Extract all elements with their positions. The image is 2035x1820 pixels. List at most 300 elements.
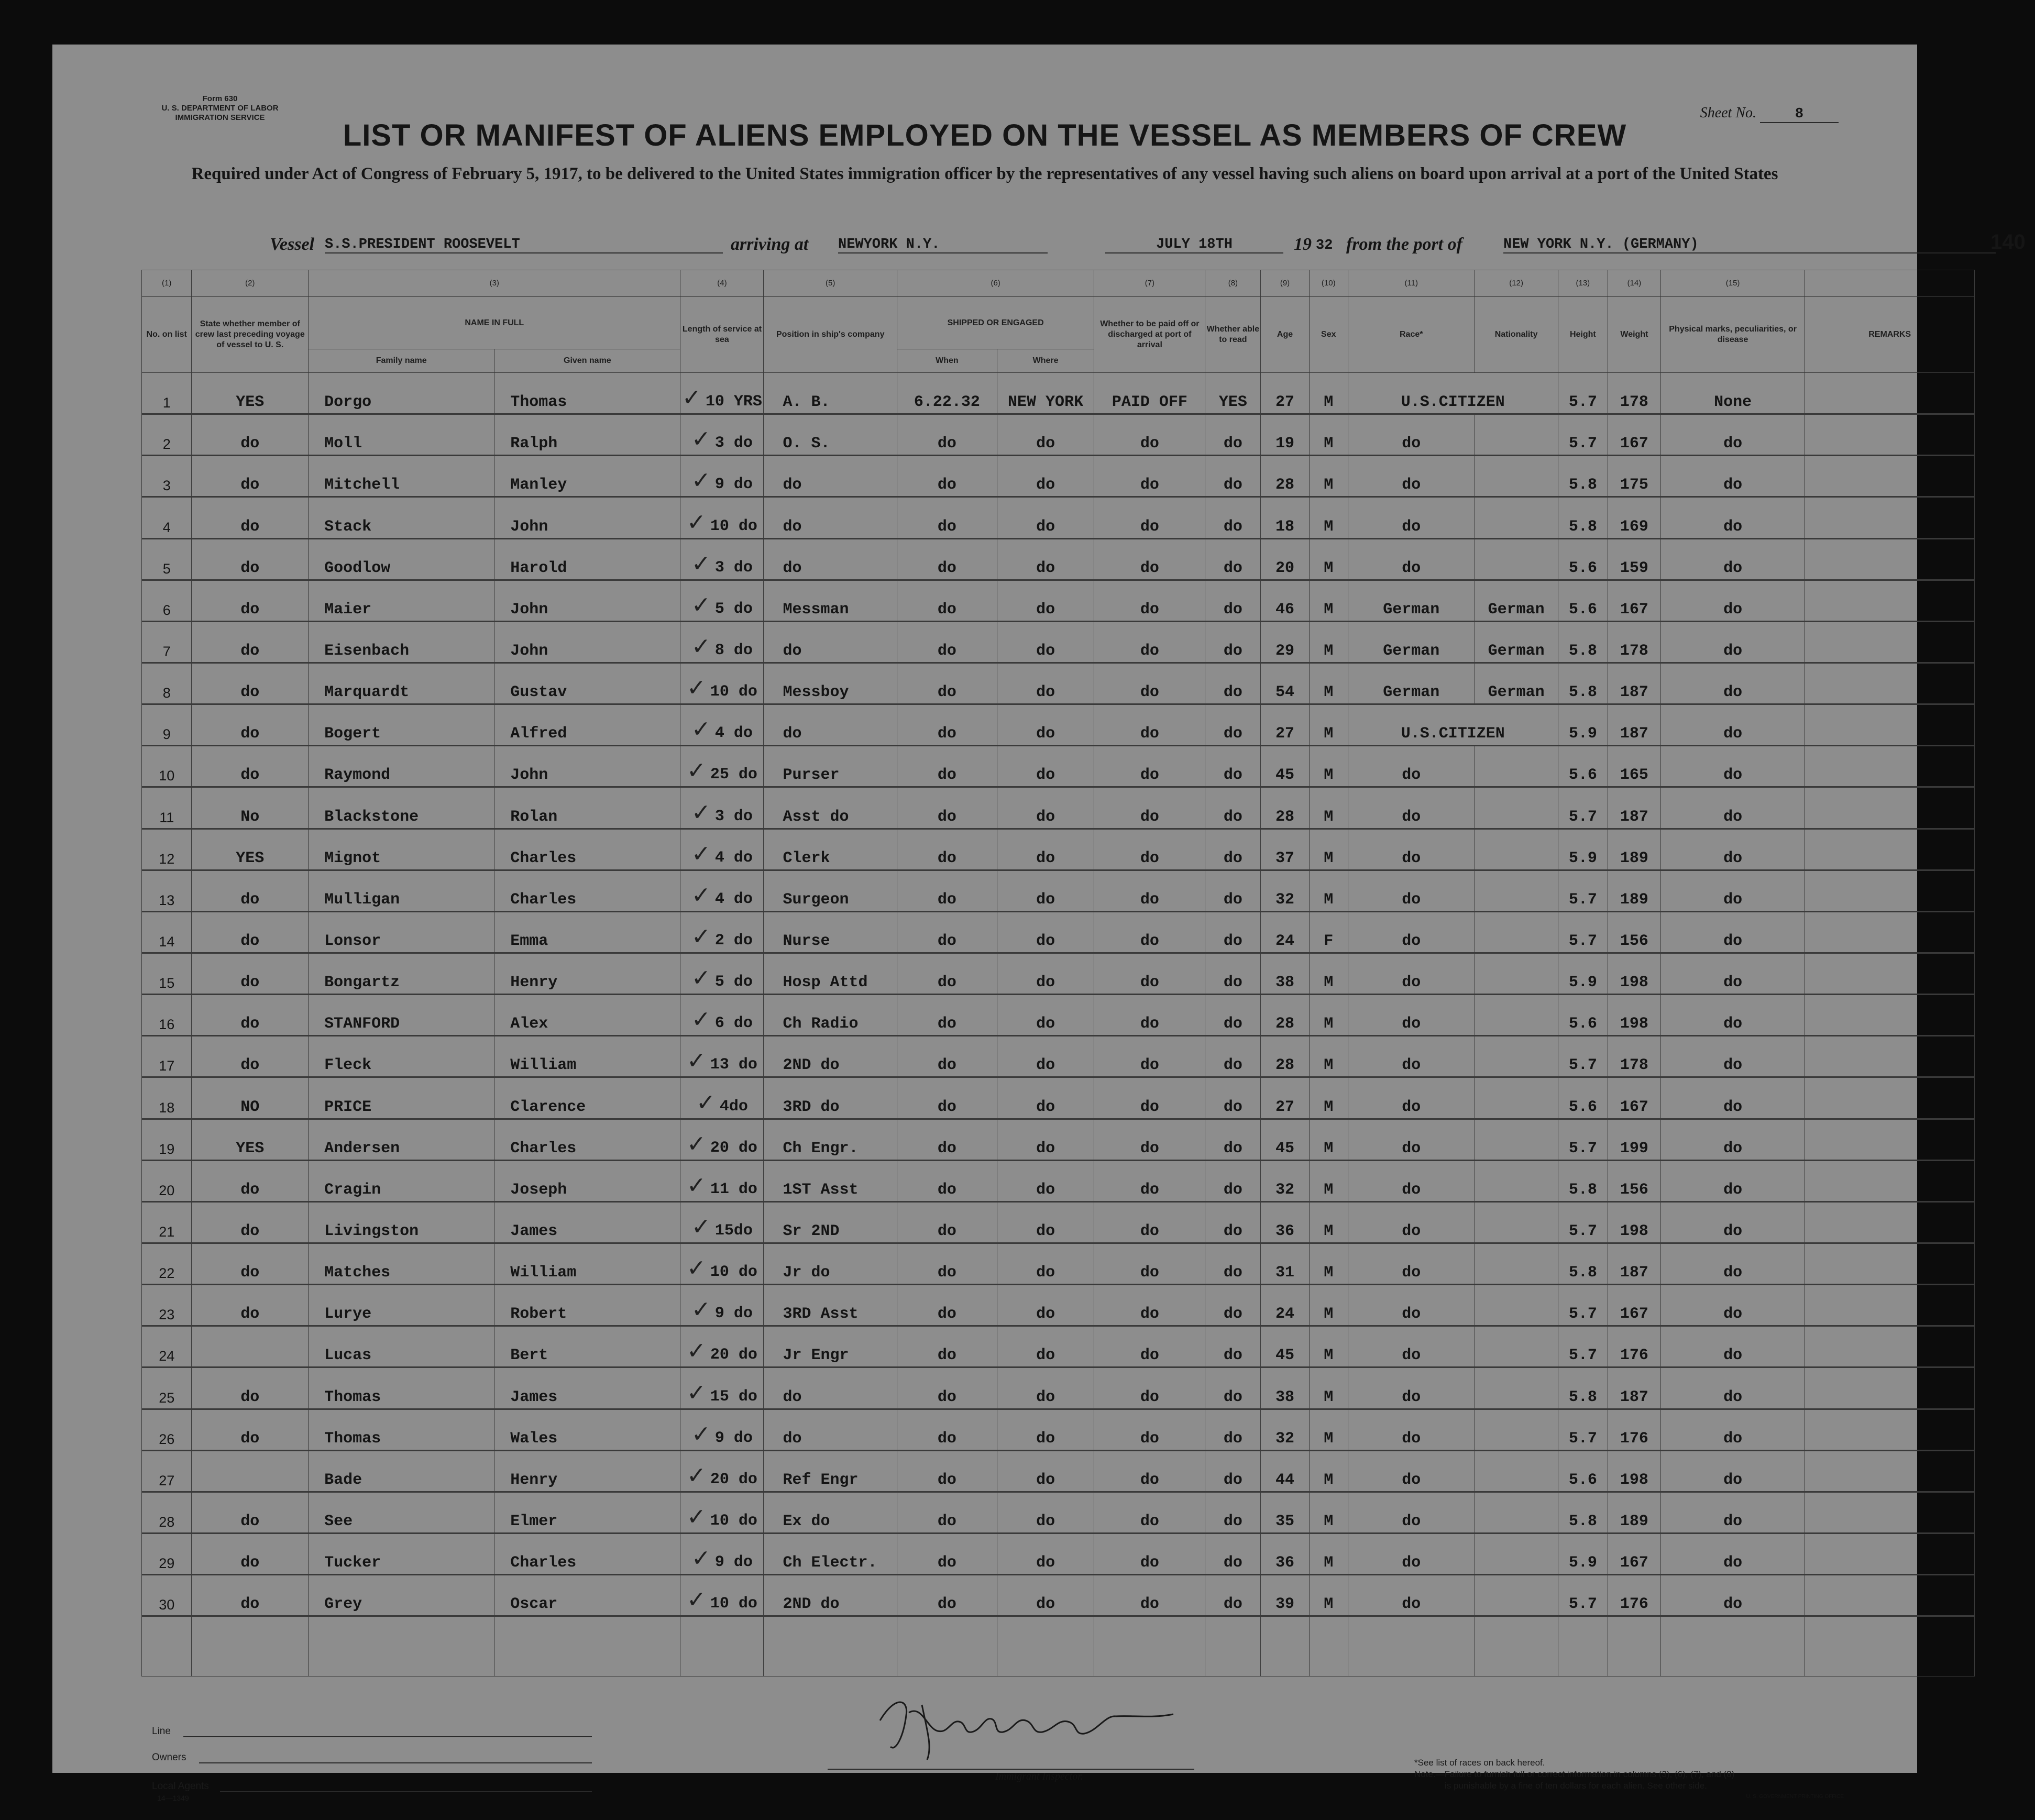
cell-race: do — [1348, 538, 1475, 580]
cell-race: do — [1348, 953, 1475, 994]
length-value: 4do — [719, 1097, 748, 1116]
cell-remarks — [1805, 1036, 1975, 1077]
cell-sex: M — [1309, 870, 1348, 911]
column-number: (6) — [897, 270, 1094, 297]
cell-race: U.S.CITIZEN — [1348, 704, 1558, 746]
cell-given-name: William — [494, 1036, 680, 1077]
cell-height: 5.7 — [1558, 787, 1608, 829]
cell-crew-last-voyage: do — [192, 538, 309, 580]
manifest-sheet — [52, 45, 2026, 1802]
footnote-note: Note.—Failure to furnish full or correct information in columns (3), (6), (7), and (8) — [1414, 1769, 1735, 1779]
cell-paid-off: do — [1094, 1201, 1205, 1243]
cell-age: 36 — [1261, 1533, 1309, 1574]
cell-height: 5.6 — [1558, 995, 1608, 1036]
cell-remarks — [1805, 373, 1975, 414]
table-row — [142, 1036, 1975, 1077]
cell-shipped-when: do — [897, 911, 997, 953]
cell-row-number: 29 — [142, 1533, 192, 1574]
cell-remarks — [1805, 995, 1975, 1036]
cell-remarks — [1805, 1160, 1975, 1201]
blank-cell — [1309, 1616, 1348, 1676]
cell-crew-last-voyage: do — [192, 663, 309, 704]
cell-crew-last-voyage — [192, 1450, 309, 1492]
cell-position: Messman — [764, 580, 897, 621]
cell-physical-marks: do — [1660, 580, 1805, 621]
cell-crew-last-voyage: NO — [192, 1077, 309, 1119]
cell-shipped-when: do — [897, 704, 997, 746]
cell-paid-off: do — [1094, 1409, 1205, 1450]
check-mark-icon: ✓ — [687, 1380, 706, 1406]
cell-row-number: 21 — [142, 1201, 192, 1243]
cell-shipped-when: do — [897, 663, 997, 704]
cell-shipped-when: do — [897, 1243, 997, 1284]
blank-cell — [494, 1616, 680, 1676]
cell-race: do — [1348, 1409, 1475, 1450]
owners-label: Owners — [152, 1752, 186, 1763]
cell-shipped-where: do — [997, 1450, 1094, 1492]
inspector-rule — [828, 1769, 1194, 1770]
cell-crew-last-voyage: YES — [192, 1119, 309, 1160]
cell-crew-last-voyage: do — [192, 1201, 309, 1243]
cell-nationality — [1475, 1326, 1558, 1367]
cell-remarks — [1805, 1367, 1975, 1409]
length-value: 4 do — [714, 724, 753, 743]
cell-shipped-when: do — [897, 1492, 997, 1533]
cell-crew-last-voyage: No — [192, 787, 309, 829]
cell-shipped-where: do — [997, 911, 1094, 953]
cell-shipped-where: do — [997, 995, 1094, 1036]
cell-weight: 159 — [1608, 538, 1661, 580]
cell-able-to-read: do — [1205, 1575, 1261, 1616]
cell-nationality — [1475, 1492, 1558, 1533]
cell-remarks — [1805, 1492, 1975, 1533]
cell-physical-marks: do — [1660, 870, 1805, 911]
length-value: 10 do — [710, 1263, 757, 1282]
header-family-name: Family name — [309, 349, 494, 373]
column-number: (1) — [142, 270, 192, 297]
cell-position: Ch Radio — [764, 995, 897, 1036]
cell-shipped-where: do — [997, 704, 1094, 746]
cell-height: 5.7 — [1558, 1036, 1608, 1077]
cell-row-number: 1 — [142, 373, 192, 414]
table-row — [142, 787, 1975, 829]
table-row — [142, 1450, 1975, 1492]
cell-remarks — [1805, 870, 1975, 911]
cell-age: 37 — [1261, 829, 1309, 870]
cell-nationality: German — [1475, 621, 1558, 663]
cell-length-of-service — [680, 414, 764, 456]
cell-paid-off: do — [1094, 497, 1205, 538]
cell-race: do — [1348, 1533, 1475, 1574]
cell-row-number: 28 — [142, 1492, 192, 1533]
cell-able-to-read: do — [1205, 787, 1261, 829]
cell-shipped-when: do — [897, 1575, 997, 1616]
arriving-label: arriving at — [731, 235, 809, 254]
cell-age: 29 — [1261, 621, 1309, 663]
table-row — [142, 663, 1975, 704]
cell-age: 38 — [1261, 1367, 1309, 1409]
cell-physical-marks: None — [1660, 373, 1805, 414]
cell-shipped-when: do — [897, 1326, 997, 1367]
cell-given-name: Clarence — [494, 1077, 680, 1119]
check-mark-icon: ✓ — [691, 882, 711, 908]
cell-length-of-service — [680, 911, 764, 953]
blank-cell — [1558, 1616, 1608, 1676]
length-value: 9 do — [714, 1553, 753, 1572]
cell-able-to-read: do — [1205, 1326, 1261, 1367]
cell-position: do — [764, 621, 897, 663]
cell-sex: M — [1309, 663, 1348, 704]
cell-length-of-service — [680, 704, 764, 746]
cell-crew-last-voyage: do — [192, 953, 309, 994]
cell-able-to-read: do — [1205, 1119, 1261, 1160]
cell-nationality — [1475, 1077, 1558, 1119]
cell-position: 1ST Asst — [764, 1160, 897, 1201]
cell-height: 5.7 — [1558, 870, 1608, 911]
cell-age: 45 — [1261, 1119, 1309, 1160]
cell-crew-last-voyage: do — [192, 580, 309, 621]
cell-position: A. B. — [764, 373, 897, 414]
cell-able-to-read: do — [1205, 1450, 1261, 1492]
check-mark-icon: ✓ — [687, 758, 706, 784]
table-row — [142, 1160, 1975, 1201]
cell-race: do — [1348, 1119, 1475, 1160]
cell-family-name: Bogert — [309, 704, 494, 746]
cell-length-of-service — [680, 870, 764, 911]
footnote-fine: is punishable by a fine of ten dollars for each alien. See other side. — [1445, 1781, 1707, 1791]
cell-nationality — [1475, 746, 1558, 787]
cell-nationality — [1475, 1285, 1558, 1326]
length-value: 10 do — [710, 683, 757, 701]
cell-shipped-when: do — [897, 1409, 997, 1450]
cell-weight: 178 — [1608, 373, 1661, 414]
cell-paid-off: do — [1094, 1285, 1205, 1326]
cell-paid-off: do — [1094, 995, 1205, 1036]
cell-weight: 175 — [1608, 456, 1661, 497]
cell-given-name: Elmer — [494, 1492, 680, 1533]
cell-height: 5.8 — [1558, 1492, 1608, 1533]
cell-remarks — [1805, 704, 1975, 746]
table-row — [142, 538, 1975, 580]
length-value: 10 do — [710, 1512, 757, 1530]
cell-remarks — [1805, 1285, 1975, 1326]
cell-row-number: 8 — [142, 663, 192, 704]
cell-position: Nurse — [764, 911, 897, 953]
check-mark-icon: ✓ — [691, 1546, 711, 1572]
cell-shipped-when: do — [897, 1450, 997, 1492]
cell-given-name: Charles — [494, 829, 680, 870]
cell-able-to-read: do — [1205, 870, 1261, 911]
cell-nationality — [1475, 995, 1558, 1036]
owners-rule — [199, 1762, 592, 1763]
header-name-in-full: NAME IN FULL — [309, 297, 680, 349]
cell-given-name: Alfred — [494, 704, 680, 746]
length-value: 3 do — [714, 807, 753, 825]
cell-height: 5.9 — [1558, 953, 1608, 994]
cell-nationality — [1475, 911, 1558, 953]
cell-length-of-service — [680, 746, 764, 787]
cell-given-name: Harold — [494, 538, 680, 580]
cell-crew-last-voyage: do — [192, 456, 309, 497]
cell-sex: M — [1309, 497, 1348, 538]
blank-cell — [1094, 1616, 1205, 1676]
cell-paid-off: do — [1094, 1036, 1205, 1077]
cell-given-name: John — [494, 580, 680, 621]
cell-weight: 198 — [1608, 995, 1661, 1036]
column-number: (5) — [764, 270, 897, 297]
check-mark-icon: ✓ — [687, 1172, 706, 1198]
cell-physical-marks: do — [1660, 1409, 1805, 1450]
cell-nationality — [1475, 1036, 1558, 1077]
cell-given-name: Robert — [494, 1285, 680, 1326]
cell-family-name: Lurye — [309, 1285, 494, 1326]
blank-cell — [192, 1616, 309, 1676]
cell-height: 5.8 — [1558, 456, 1608, 497]
cell-weight: 189 — [1608, 829, 1661, 870]
cell-row-number: 11 — [142, 787, 192, 829]
cell-race: do — [1348, 746, 1475, 787]
cell-age: 46 — [1261, 580, 1309, 621]
cell-paid-off: do — [1094, 746, 1205, 787]
cell-shipped-where: do — [997, 953, 1094, 994]
cell-race: do — [1348, 1367, 1475, 1409]
cell-family-name: Livingston — [309, 1201, 494, 1243]
cell-race: do — [1348, 1077, 1475, 1119]
cell-height: 5.8 — [1558, 1367, 1608, 1409]
cell-physical-marks: do — [1660, 787, 1805, 829]
cell-race: do — [1348, 787, 1475, 829]
cell-height: 5.7 — [1558, 1201, 1608, 1243]
cell-age: 45 — [1261, 1326, 1309, 1367]
cell-shipped-where: do — [997, 1533, 1094, 1574]
cell-family-name: See — [309, 1492, 494, 1533]
cell-family-name: Bongartz — [309, 953, 494, 994]
cell-remarks — [1805, 580, 1975, 621]
cell-shipped-where: do — [997, 663, 1094, 704]
cell-height: 5.6 — [1558, 746, 1608, 787]
header-race: Race* — [1348, 297, 1475, 373]
cell-row-number: 3 — [142, 456, 192, 497]
cell-family-name: Marquardt — [309, 663, 494, 704]
cell-shipped-when: do — [897, 1201, 997, 1243]
cell-shipped-when: do — [897, 497, 997, 538]
cell-length-of-service — [680, 829, 764, 870]
arrival-year: 32 — [1316, 238, 1333, 253]
cell-weight: 167 — [1608, 580, 1661, 621]
cell-weight: 187 — [1608, 1243, 1661, 1284]
cell-shipped-where: do — [997, 1243, 1094, 1284]
table-row — [142, 1533, 1975, 1574]
length-value: 11 do — [710, 1180, 757, 1198]
cell-shipped-when: do — [897, 1119, 997, 1160]
cell-shipped-where: do — [997, 746, 1094, 787]
cell-row-number: 2 — [142, 414, 192, 456]
cell-height: 5.7 — [1558, 373, 1608, 414]
cell-height: 5.9 — [1558, 829, 1608, 870]
cell-able-to-read: do — [1205, 663, 1261, 704]
cell-age: 32 — [1261, 1160, 1309, 1201]
header-length-of-service: Length of service at sea — [680, 297, 764, 373]
cell-given-name: Henry — [494, 953, 680, 994]
cell-row-number: 20 — [142, 1160, 192, 1201]
cell-crew-last-voyage: do — [192, 746, 309, 787]
cell-family-name: Grey — [309, 1575, 494, 1616]
local-agents-label: Local Agents — [152, 1781, 209, 1792]
cell-given-name: Rolan — [494, 787, 680, 829]
cell-race: do — [1348, 1160, 1475, 1201]
header-no-on-list: No. on list — [142, 297, 192, 373]
table-row — [142, 746, 1975, 787]
table-row — [142, 1409, 1975, 1450]
cell-position: Hosp Attd — [764, 953, 897, 994]
cell-remarks — [1805, 456, 1975, 497]
cell-position: Jr do — [764, 1243, 897, 1284]
cell-nationality: German — [1475, 663, 1558, 704]
column-number: (9) — [1261, 270, 1309, 297]
cell-weight: 187 — [1608, 787, 1661, 829]
cell-remarks — [1805, 829, 1975, 870]
cell-row-number: 23 — [142, 1285, 192, 1326]
cell-height: 5.7 — [1558, 1575, 1608, 1616]
cell-length-of-service — [680, 1160, 764, 1201]
cell-row-number: 10 — [142, 746, 192, 787]
cell-paid-off: do — [1094, 414, 1205, 456]
cell-remarks — [1805, 1450, 1975, 1492]
cell-family-name: Tucker — [309, 1533, 494, 1574]
cell-family-name: Goodlow — [309, 538, 494, 580]
length-value: 25 do — [710, 766, 757, 784]
check-mark-icon: ✓ — [691, 799, 711, 825]
check-mark-icon: ✓ — [691, 923, 711, 950]
cell-height: 5.6 — [1558, 538, 1608, 580]
cell-paid-off: do — [1094, 1326, 1205, 1367]
cell-paid-off: do — [1094, 1367, 1205, 1409]
cell-length-of-service — [680, 787, 764, 829]
cell-given-name: John — [494, 497, 680, 538]
cell-shipped-when: do — [897, 995, 997, 1036]
cell-shipped-when: 6.22.32 — [897, 373, 997, 414]
cell-race: German — [1348, 580, 1475, 621]
column-number: (15) — [1660, 270, 1805, 297]
cell-given-name: Charles — [494, 870, 680, 911]
cell-family-name: STANFORD — [309, 995, 494, 1036]
cell-sex: M — [1309, 1160, 1348, 1201]
cell-physical-marks: do — [1660, 1326, 1805, 1367]
cell-row-number: 15 — [142, 953, 192, 994]
cell-length-of-service — [680, 1409, 764, 1450]
cell-length-of-service — [680, 1450, 764, 1492]
cell-family-name: Raymond — [309, 746, 494, 787]
cell-shipped-when: do — [897, 953, 997, 994]
cell-race: do — [1348, 497, 1475, 538]
cell-paid-off: do — [1094, 1575, 1205, 1616]
cell-height: 5.8 — [1558, 1243, 1608, 1284]
inspector-label: Immigrant Inspector. — [995, 1771, 1083, 1782]
cell-paid-off: do — [1094, 1160, 1205, 1201]
cell-crew-last-voyage: do — [192, 1160, 309, 1201]
cell-able-to-read: do — [1205, 414, 1261, 456]
cell-remarks — [1805, 497, 1975, 538]
blank-cell — [997, 1616, 1094, 1676]
cell-height: 5.7 — [1558, 1119, 1608, 1160]
cell-sex: F — [1309, 911, 1348, 953]
cell-row-number: 9 — [142, 704, 192, 746]
printer-note: U. S. GOVERNMENT PRINTING OFFICE — [1746, 1794, 1844, 1800]
table-row — [142, 1243, 1975, 1284]
cell-physical-marks: do — [1660, 414, 1805, 456]
cell-age: 19 — [1261, 414, 1309, 456]
cell-physical-marks: do — [1660, 1450, 1805, 1492]
table-row — [142, 829, 1975, 870]
cell-sex: M — [1309, 787, 1348, 829]
cell-height: 5.7 — [1558, 911, 1608, 953]
cell-length-of-service — [680, 995, 764, 1036]
cell-length-of-service — [680, 1201, 764, 1243]
length-value: 9 do — [714, 476, 753, 494]
check-mark-icon: ✓ — [682, 385, 701, 411]
cell-paid-off: PAID OFF — [1094, 373, 1205, 414]
cell-sex: M — [1309, 1575, 1348, 1616]
cell-shipped-where: do — [997, 787, 1094, 829]
cell-age: 54 — [1261, 663, 1309, 704]
cell-sex: M — [1309, 1326, 1348, 1367]
length-value: 20 do — [710, 1139, 757, 1157]
cell-given-name: James — [494, 1367, 680, 1409]
check-mark-icon: ✓ — [691, 592, 711, 618]
cell-sex: M — [1309, 1367, 1348, 1409]
cell-row-number: 18 — [142, 1077, 192, 1119]
cell-able-to-read: do — [1205, 1077, 1261, 1119]
cell-shipped-where: do — [997, 1367, 1094, 1409]
cell-weight: 167 — [1608, 414, 1661, 456]
check-mark-icon: ✓ — [687, 1338, 706, 1364]
cell-nationality — [1475, 456, 1558, 497]
cell-length-of-service — [680, 373, 764, 414]
cell-family-name: Stack — [309, 497, 494, 538]
cell-nationality — [1475, 538, 1558, 580]
table-row — [142, 456, 1975, 497]
cell-age: 20 — [1261, 538, 1309, 580]
cell-row-number: 27 — [142, 1450, 192, 1492]
cell-shipped-where: do — [997, 1201, 1094, 1243]
check-mark-icon: ✓ — [687, 1255, 706, 1282]
cell-race: do — [1348, 1036, 1475, 1077]
cell-shipped-where: do — [997, 456, 1094, 497]
cell-length-of-service — [680, 663, 764, 704]
length-value: 10 do — [710, 1595, 757, 1613]
column-number — [1805, 270, 1975, 297]
table-row — [142, 704, 1975, 746]
cell-nationality — [1475, 1201, 1558, 1243]
cell-weight: 176 — [1608, 1326, 1661, 1367]
cell-length-of-service — [680, 1492, 764, 1533]
column-number: (7) — [1094, 270, 1205, 297]
check-mark-icon: ✓ — [687, 509, 706, 535]
cell-remarks — [1805, 1201, 1975, 1243]
cell-position: O. S. — [764, 414, 897, 456]
cell-remarks — [1805, 1077, 1975, 1119]
length-value: 5 do — [714, 973, 753, 991]
cell-length-of-service — [680, 621, 764, 663]
table-row — [142, 1326, 1975, 1367]
cell-shipped-when: do — [897, 456, 997, 497]
cell-shipped-when: do — [897, 1077, 997, 1119]
cell-family-name: Dorgo — [309, 373, 494, 414]
cell-paid-off: do — [1094, 456, 1205, 497]
cell-shipped-when: do — [897, 621, 997, 663]
cell-shipped-where: do — [997, 414, 1094, 456]
blank-cell — [1205, 1616, 1261, 1676]
